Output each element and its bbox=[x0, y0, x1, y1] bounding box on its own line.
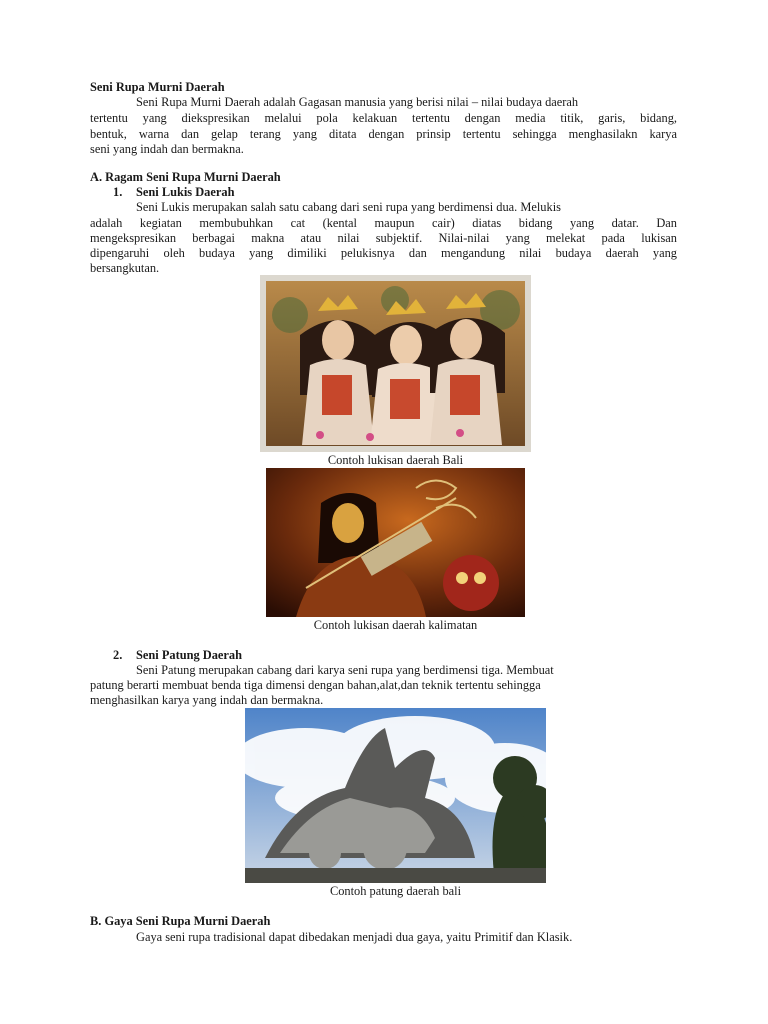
patung-line-1: Seni Patung merupakan cabang dari karya seni rupa yang berdimensi tiga. Membuat bbox=[136, 663, 554, 677]
heading-a: A. Ragam Seni Rupa Murni Daerah bbox=[90, 170, 281, 184]
intro-line-1: Seni Rupa Murni Daerah adalah Gagasan manusia yang berisi nilai – nilai budaya daerah bbox=[136, 95, 579, 109]
intro-line-4: seni yang indah dan bermakna. bbox=[90, 142, 244, 156]
sub1-title: Seni Lukis Daerah bbox=[136, 185, 235, 199]
lukis-line-5: bersangkutan. bbox=[90, 261, 160, 275]
patung-line-2: patung berarti membuat benda tiga dimensi dengan bahan,alat,dan teknik tertentu sehingga bbox=[90, 678, 541, 692]
sub2-number: 2. bbox=[113, 648, 123, 662]
intro-line-2: tertentu yang diekspresikan melalui pola kelakuan tertentu dengan media titik, garis, bidang, bbox=[90, 111, 677, 125]
bali-statue-image bbox=[245, 708, 546, 883]
sub2-title: Seni Patung Daerah bbox=[136, 648, 243, 662]
caption-bali-statue: Contoh patung daerah bali bbox=[329, 884, 462, 898]
caption-bali-painting: Contoh lukisan daerah Bali bbox=[327, 453, 464, 467]
lukis-line-1: Seni Lukis merupakan salah satu cabang dari seni rupa yang berdimensi dua. Melukis bbox=[136, 200, 561, 214]
caption-kalimantan-painting: Contoh lukisan daerah kalimatan bbox=[313, 618, 478, 632]
kalimantan-painting-image bbox=[266, 468, 525, 617]
bali-painting-image bbox=[260, 275, 531, 452]
intro-line-3: bentuk, warna dan gelap terang yang ditata dengan prinsip tertentu sehingga menghasilakn karya bbox=[90, 127, 677, 141]
sub1-number: 1. bbox=[113, 185, 123, 199]
lukis-line-2: adalah kegiatan membubuhkan cat (kental maupun cair) diatas bidang yang datar. Dan bbox=[90, 216, 677, 230]
gaya-line: Gaya seni rupa tradisional dapat dibedakan menjadi dua gaya, yaitu Primitif dan Klasik. bbox=[136, 930, 573, 944]
lukis-line-3: mengekspresikan berbagai makna atau nilai subjektif. Nilai-nilai yang melekat pada lukisan bbox=[90, 231, 677, 245]
lukis-line-4: dipengaruhi oleh budaya yang dimiliki pelukisnya dan mengandung nilai budaya daerah yang bbox=[90, 246, 677, 260]
heading-b: B. Gaya Seni Rupa Murni Daerah bbox=[90, 914, 271, 928]
section-title: Seni Rupa Murni Daerah bbox=[90, 80, 225, 94]
patung-line-3: menghasilkan karya yang indah dan bermakna. bbox=[90, 693, 324, 707]
